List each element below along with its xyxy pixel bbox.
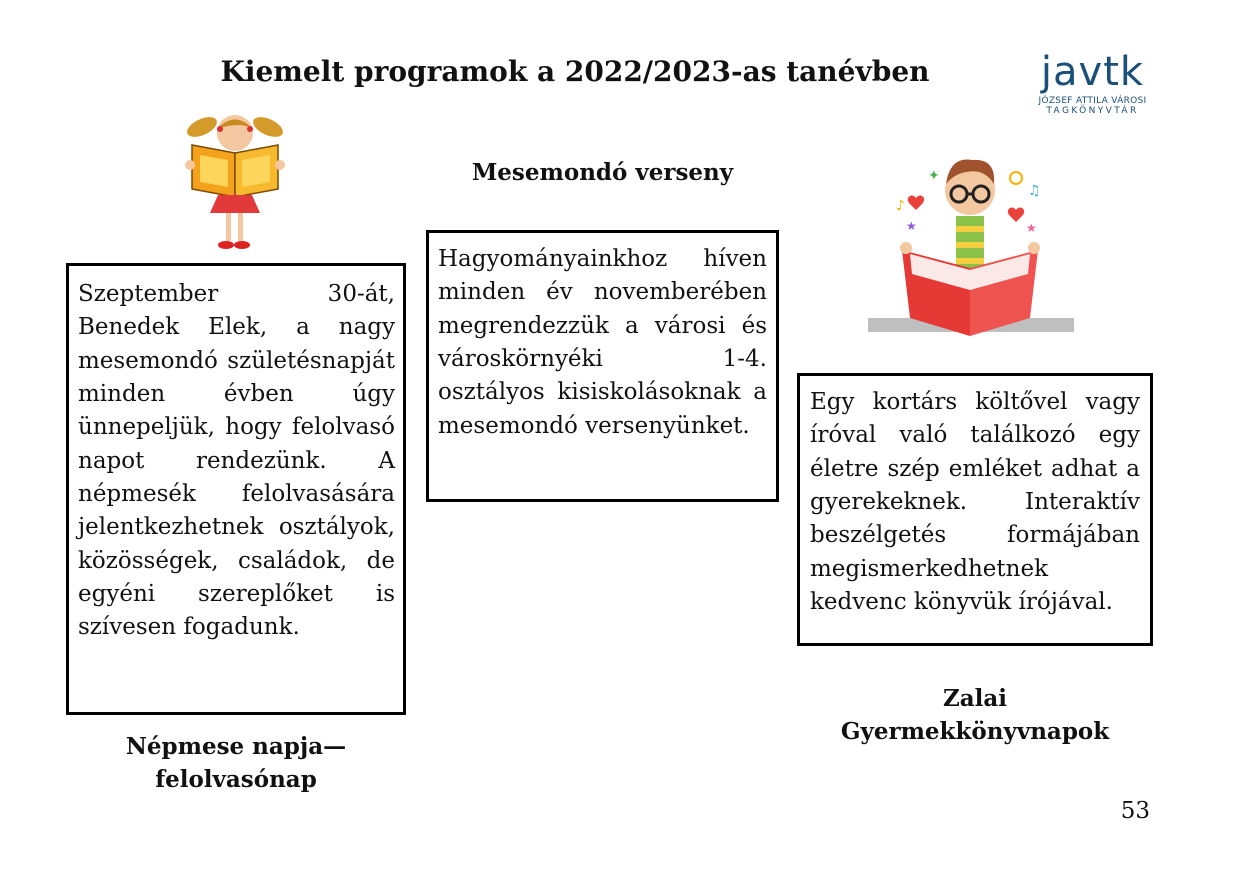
left-heading-line2: felolvasónap [155,766,317,794]
middle-info-box [426,230,779,502]
left-box-text: Szeptember 30-át, Benedek Elek, a nagy mesemondó születésnapját minden évben úgy ünnepeljük, hogy felolvasó napot rendezünk. A népmesék felolvasására jelentkezhetnek osztályok, közösségek, családok, de egyéni szereplőket is szívesen fogadunk. [78,281,395,641]
right-heading-line1: Zalai [942,685,1008,712]
svg-text:★: ★ [1026,221,1037,235]
boy-reading-book-icon [866,150,1078,342]
svg-text:✦: ✦ [928,168,940,184]
left-heading-line1: Népmese napja— [125,733,347,760]
logo-wordmark: javtk [1040,49,1145,95]
svg-text:♪: ♪ [896,198,905,214]
left-section-heading [66,730,406,797]
svg-text:★: ★ [906,219,917,233]
page-number: 53 [1120,798,1150,824]
library-logo [1030,49,1155,116]
middle-box-text: Hagyományainkhoz híven minden év novemberében megrendezzük a városi és városkörnyéki 1-4. osztályos kisiskolásoknak a mesemondó versenyünket. [438,246,767,439]
middle-section-heading: Mesemondó verseny [471,159,734,186]
left-info-box [66,263,406,715]
page-title: Kiemelt programok a 2022/2023-as tanévben [220,55,930,88]
girl-reading-book-icon [180,105,290,255]
svg-text:♫: ♫ [1028,183,1041,199]
right-heading-line2: Gyermekkönyvnapok [840,718,1110,746]
logo-subtitle-line1: JÓZSEF ATTILA VÁROSI [1038,96,1147,106]
logo-subtitle-line2: TAGKÖNYVTÁR [1046,106,1139,116]
right-info-box [797,373,1153,646]
right-section-heading [797,682,1153,749]
right-box-text: Egy kortárs költővel vagy íróval való találkozó egy életre szép emléket adhat a gyerekeknek. Interaktív beszélgetés formájában megismerkedhetnek kedvenc könyvük írójával. [810,389,1140,616]
